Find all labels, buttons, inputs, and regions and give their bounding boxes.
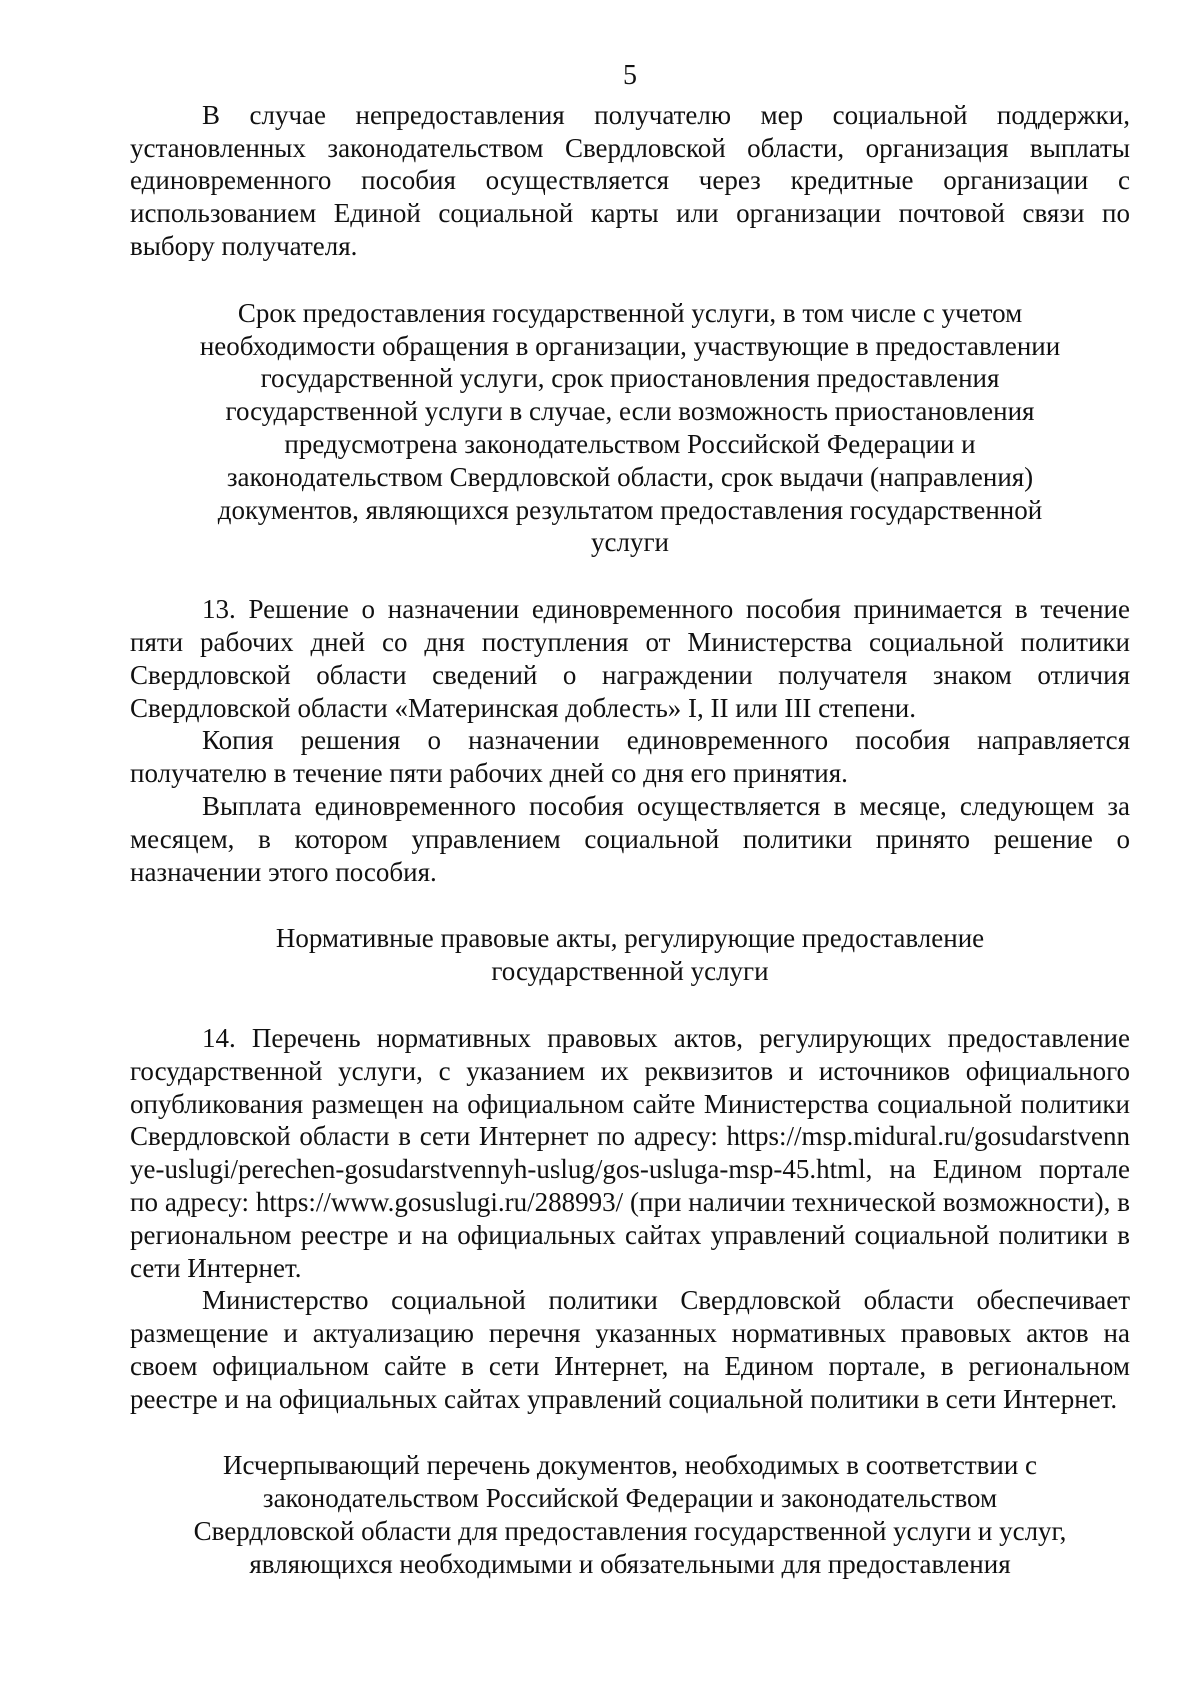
paragraph-payment-method: В случае непредоставления получателю мер социальной поддержки, установленных законодательством Свердловской области, организация выплаты единовременного пособия осуществляется через кредитные организации с использованием Единой социальной карты или организации почтовой связи по выбору получателя. <box>130 99 1130 261</box>
msp-midural-link[interactable]: https://msp.midural.ru/gosudarstvennye-uslugi/perechen-gosudarstvennyh-uslug/gos-usluga-msp-45.html <box>130 1121 1130 1185</box>
paragraph-13-payment: Выплата единовременного пособия осуществляется в месяце, следующем за месяцем, в котором управлением социальной политики принято решение о назначении этого пособия. <box>130 790 1130 887</box>
section-heading-legal-acts: Нормативные правовые акты, регулирующие предоставление государственной услуги <box>275 923 985 987</box>
paragraph-13-copy: Копия решения о назначении единовременного пособия направляется получателю в течение пяти рабочих дней со дня его принятия. <box>130 725 1130 789</box>
gosuslugi-link[interactable]: https://www.gosuslugi.ru/288993/ <box>255 1186 624 1217</box>
section-heading-service-term: Срок предоставления государственной услуги, в том числе с учетом необходимости обращения в организации, участвующие в предоставлении государственной услуги, срок приостановления предоставления государственной услуги в случае, если возможность приостановления предусмотрена законодательством Российской Федерации и законодательством Свердловской области, срок выдачи (направления) документов, являющихся результатом предоставления государственной услуги <box>199 297 1061 558</box>
paragraph-14-text-part-2: , на Едином портале по адресу: <box>130 1154 1130 1217</box>
paragraph-14-ministry-publishing: Министерство социальной политики Свердловской области обеспечивает размещение и актуализацию перечня указанных нормативных правовых актов на своем официальном сайте в сети Интернет, на Едином портале, в региональном реестре и на официальных сайтах управлений социальной политики в сети Интернет. <box>130 1285 1130 1414</box>
paragraph-13-decision: 13. Решение о назначении единовременного пособия принимается в течение пяти рабочих дней со дня поступления от Министерства социальной политики Свердловской области сведений о награждении получателя знаком отличия Свердловской области «Материнская доблесть» I, II или III степени. <box>130 594 1130 723</box>
page-number: 5 <box>623 60 637 91</box>
paragraph-14-legal-acts-list <box>130 1022 1130 1284</box>
document-page <box>130 60 1130 1581</box>
paragraph-14-text-part-1: 14. Перечень нормативных правовых актов, регулирующих предоставление государственной услуги, с указанием их реквизитов и источников официального опубликования размещен на официальном сайте Министерства социальной политики Свердловской области в сети Интернет по адресу: <box>130 1022 1130 1152</box>
section-heading-documents-list: Исчерпывающий перечень документов, необходимых в соответствии с законодательством Российской Федерации и законодательством Свердловской области для предоставления государственной услуги и услуг, являющихся необходимыми и обязательными для предоставления <box>193 1450 1067 1579</box>
paragraph-14-text-part-3: (при наличии технической возможности), в региональном реестре и на официальных сайтах управлений социальной политики в сети Интернет. <box>130 1186 1130 1283</box>
